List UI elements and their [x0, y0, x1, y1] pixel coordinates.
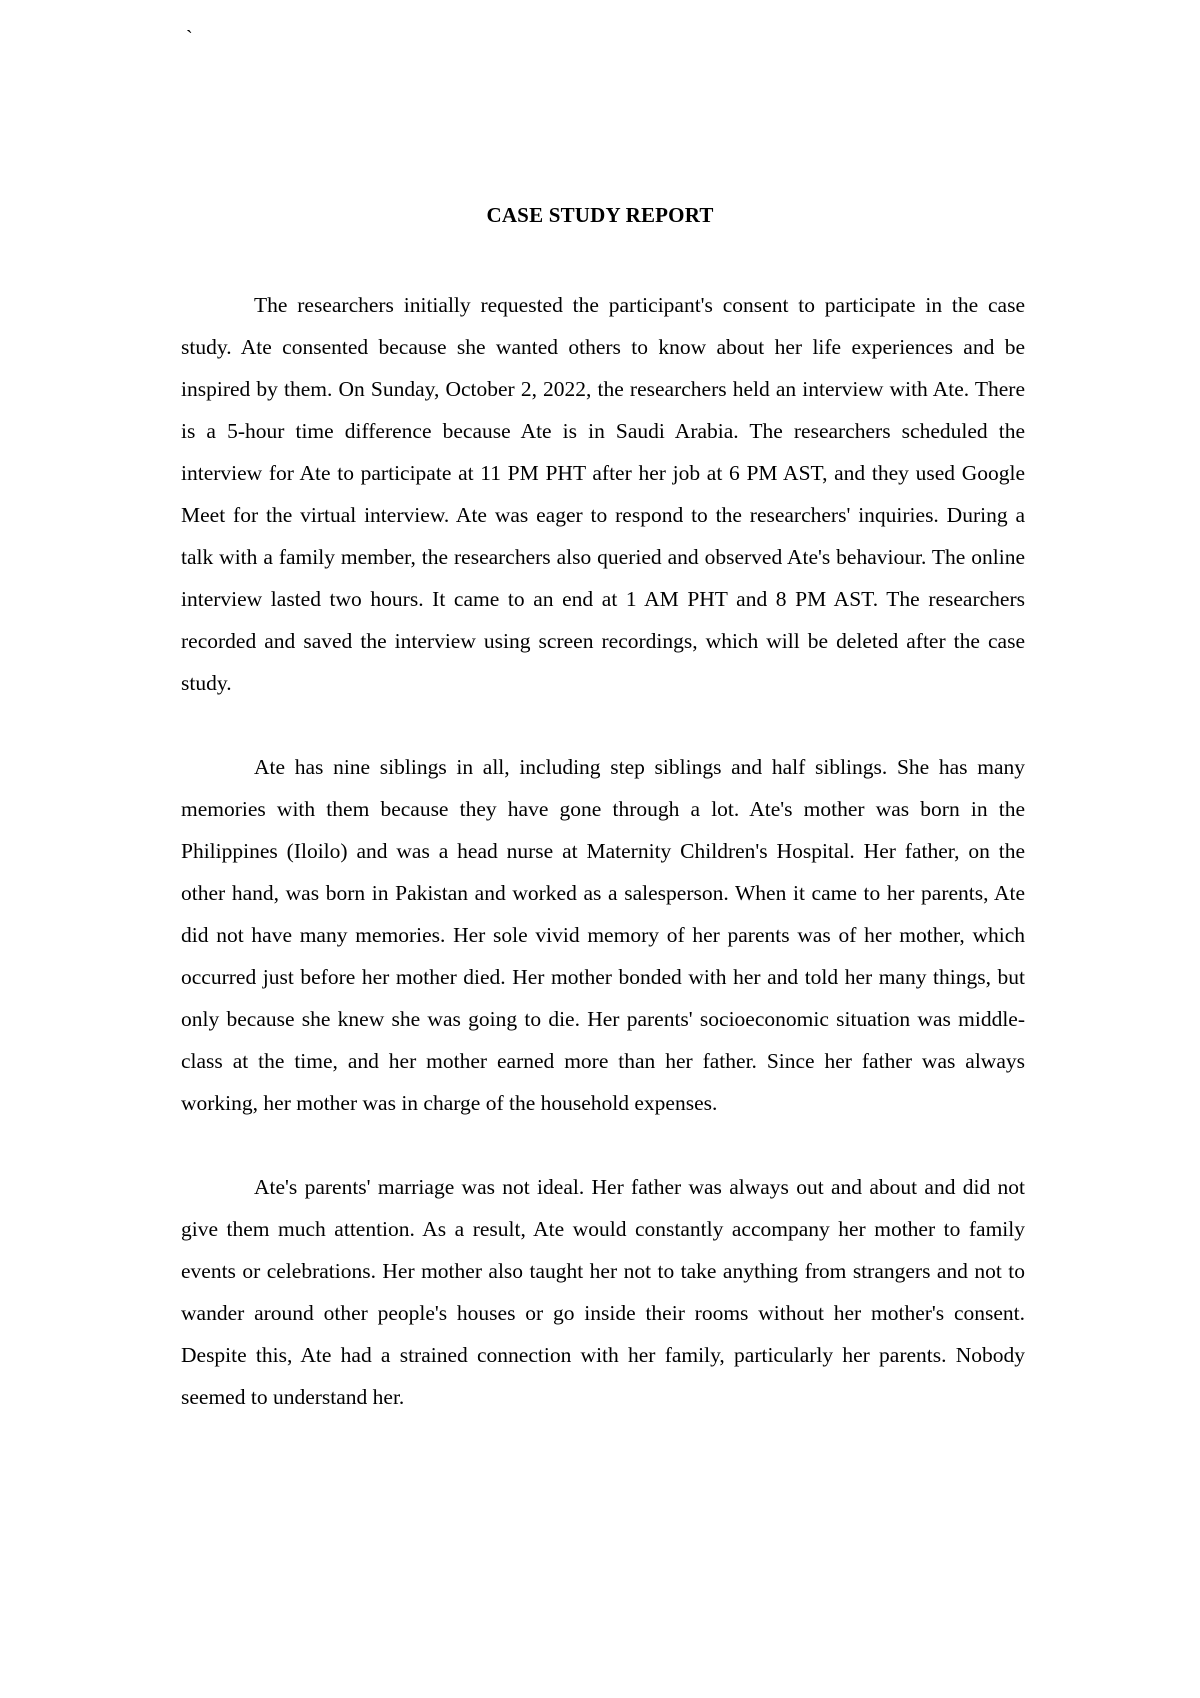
stray-mark: ` [186, 27, 193, 49]
paragraph-parents-marriage: Ate's parents' marriage was not ideal. Her father was always out and about and did not give them much attention. As a result, Ate would constantly accompany her mother to family events or celebrations. Her mother also taught her not to take anything from strangers and not to wander around other people's houses or go inside their rooms without her mother's consent. Despite this, Ate had a strained connection with her family, particularly her parents. Nobody seemed to understand her. [181, 1175, 1025, 1409]
paragraph-family-background: Ate has nine siblings in all, including step siblings and half siblings. She has many memories with them because they have gone through a lot. Ate's mother was born in the Philippines (Iloilo) and was a head nurse at Maternity Children's Hospital. Her father, on the other hand, was born in Pakistan and worked as a salesperson. When it came to her parents, Ate did not have many memories. Her sole vivid memory of her parents was of her mother, which occurred just before her mother died. Her mother bonded with her and told her many things, but only because she knew she was going to die. Her parents' socioeconomic situation was middle-class at the time, and her mother earned more than her father. Since her father was always working, her mother was in charge of the household expenses. [181, 755, 1025, 1115]
paragraph-consent-and-interview: The researchers initially requested the participant's consent to participate in the case study. Ate consented because she wanted others to know about her life experiences and be inspired by them. On Sunday, October 2, 2022, the researchers held an interview with Ate. There is a 5-hour time difference because Ate is in Saudi Arabia. The researchers scheduled the interview for Ate to participate at 11 PM PHT after her job at 6 PM AST, and they used Google Meet for the virtual interview. Ate was eager to respond to the researchers' inquiries. During a talk with a family member, the researchers also queried and observed Ate's behaviour. The online interview lasted two hours. It came to an end at 1 AM PHT and 8 PM AST. The researchers recorded and saved the interview using screen recordings, which will be deleted after the case study. [181, 293, 1025, 695]
report-body [181, 284, 1025, 1418]
page-title: CASE STUDY REPORT [486, 203, 714, 227]
